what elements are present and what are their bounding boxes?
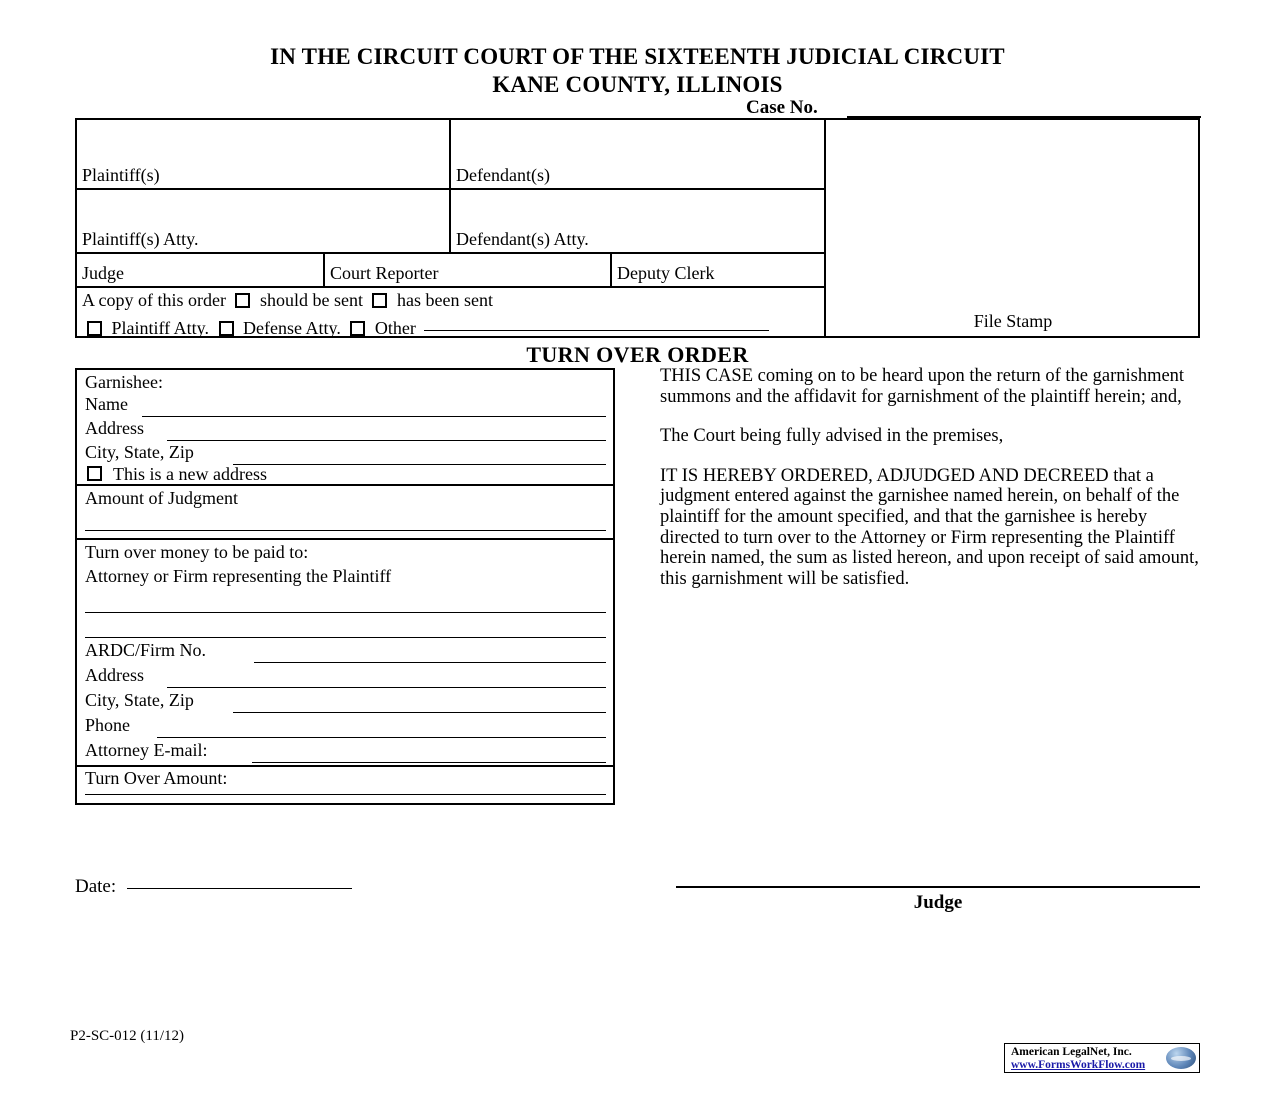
has-been-sent-label: has been sent xyxy=(396,290,493,310)
date-label: Date: xyxy=(75,876,117,897)
plaintiff-atty-checkbox[interactable] xyxy=(87,321,102,336)
judge-cell[interactable] xyxy=(77,254,325,288)
court-reporter-label: Court Reporter xyxy=(330,263,439,283)
legalnet-url[interactable]: www.FormsWorkFlow.com xyxy=(1011,1059,1146,1071)
turn-over-amount-label: Turn Over Amount: xyxy=(85,768,228,788)
judge-signature-label: Judge xyxy=(913,892,963,913)
new-address-checkbox[interactable] xyxy=(87,466,102,481)
attorney-address-label: Address xyxy=(85,665,144,685)
copy-notice-label: A copy of this order xyxy=(82,290,226,310)
order-body-text xyxy=(660,366,1205,589)
defendant-label: Defendant(s) xyxy=(456,165,550,185)
attorney-email-label: Attorney E-mail: xyxy=(85,740,208,760)
deputy-clerk-cell[interactable] xyxy=(612,254,826,288)
other-recipient-input[interactable] xyxy=(424,330,769,331)
amount-of-judgment-section xyxy=(77,486,613,540)
turn-over-to-label: Turn over money to be paid to: xyxy=(85,542,309,562)
has-been-sent-checkbox[interactable] xyxy=(372,293,387,308)
court-reporter-cell[interactable] xyxy=(325,254,612,288)
date-input[interactable] xyxy=(127,888,352,889)
order-paragraph-3: IT IS HEREBY ORDERED, ADJUDGED AND DECREED that a judgment entered against the garnishee named herein, on behalf of the plaintiff for the amount specified, and that the garnishee is hereby directed to turn over to the Attorney or Firm representing the Plaintiff herein named, the sum as listed hereon, and upon receipt of said amount, this garnishment will be satisfied. xyxy=(660,465,1199,589)
plaintiff-attorney-label: Plaintiff(s) Atty. xyxy=(82,229,199,249)
court-heading xyxy=(0,44,1275,98)
case-number-label: Case No. xyxy=(746,97,818,118)
garnishee-section-label: Garnishee: xyxy=(85,372,163,392)
defense-atty-checkbox-label: Defense Atty. xyxy=(243,318,341,338)
attorney-phone-input[interactable] xyxy=(157,737,606,738)
new-address-label: This is a new address xyxy=(113,464,267,484)
judge-signature-line[interactable] xyxy=(676,886,1200,888)
garnishee-name-input[interactable] xyxy=(142,416,606,417)
garnishee-city-input[interactable] xyxy=(233,464,606,465)
garnishee-address-label: Address xyxy=(85,418,144,438)
payee-line-2[interactable] xyxy=(85,637,606,638)
judge-signature-block xyxy=(676,886,1200,914)
payee-section xyxy=(77,540,613,793)
should-be-sent-label: should be sent xyxy=(259,290,363,310)
attorney-city-input[interactable] xyxy=(233,712,606,713)
court-heading-line2: KANE COUNTY, ILLINOIS xyxy=(492,72,783,97)
ardc-firm-input[interactable] xyxy=(254,662,606,663)
legalnet-globe-icon xyxy=(1166,1047,1196,1069)
form-title: TURN OVER ORDER xyxy=(526,342,749,367)
should-be-sent-checkbox[interactable] xyxy=(235,293,250,308)
attorney-city-label: City, State, Zip xyxy=(85,690,194,710)
court-heading-line1: IN THE CIRCUIT COURT OF THE SIXTEENTH JUDICIAL CIRCUIT xyxy=(270,44,1005,69)
deputy-clerk-label: Deputy Clerk xyxy=(617,263,715,283)
order-paragraph-2: The Court being fully advised in the premises, xyxy=(660,426,1004,447)
plaintiff-label: Plaintiff(s) xyxy=(82,165,160,185)
garnishee-box xyxy=(75,368,615,805)
plaintiff-atty-checkbox-label: Plaintiff Atty. xyxy=(111,318,210,338)
defendant-cell[interactable] xyxy=(451,120,826,190)
garnishee-name-label: Name xyxy=(85,394,128,414)
defense-atty-checkbox[interactable] xyxy=(219,321,234,336)
attorney-or-firm-label: Attorney or Firm representing the Plaintiff xyxy=(85,566,392,586)
attorney-address-input[interactable] xyxy=(167,687,606,688)
date-block xyxy=(75,876,352,898)
caption-box xyxy=(75,118,1200,338)
order-paragraph-1: THIS CASE coming on to be heard upon the return of the garnishment summons and the affidavit for garnishment of the plaintiff herein; and, xyxy=(660,366,1185,407)
ardc-firm-label: ARDC/Firm No. xyxy=(85,640,207,660)
attorney-phone-label: Phone xyxy=(85,715,130,735)
amount-of-judgment-label: Amount of Judgment xyxy=(85,488,238,508)
copy-recipients-row xyxy=(87,318,769,339)
judge-label: Judge xyxy=(82,263,124,283)
defendant-attorney-label: Defendant(s) Atty. xyxy=(456,229,589,249)
other-checkbox-label: Other xyxy=(374,318,416,338)
other-checkbox[interactable] xyxy=(350,321,365,336)
file-stamp-label: File Stamp xyxy=(973,311,1053,331)
payee-line-1[interactable] xyxy=(85,612,606,613)
turn-over-amount-input[interactable] xyxy=(85,794,606,795)
garnishee-city-label: City, State, Zip xyxy=(85,442,194,462)
copy-sent-row xyxy=(82,290,493,311)
payee-section-divider xyxy=(77,765,613,767)
garnishee-address-input[interactable] xyxy=(167,440,606,441)
legalnet-name: American LegalNet, Inc. xyxy=(1011,1046,1132,1058)
plaintiff-cell[interactable] xyxy=(77,120,451,190)
garnishee-address-section xyxy=(77,370,613,486)
amount-of-judgment-input[interactable] xyxy=(85,530,606,531)
plaintiff-attorney-cell[interactable] xyxy=(77,190,451,254)
file-stamp-cell xyxy=(826,120,1200,336)
copy-of-order-cell xyxy=(77,288,826,336)
defendant-attorney-cell[interactable] xyxy=(451,190,826,254)
legalnet-badge[interactable] xyxy=(1004,1043,1200,1073)
attorney-email-input[interactable] xyxy=(252,762,606,763)
form-code: P2-SC-012 (11/12) xyxy=(70,1028,185,1044)
